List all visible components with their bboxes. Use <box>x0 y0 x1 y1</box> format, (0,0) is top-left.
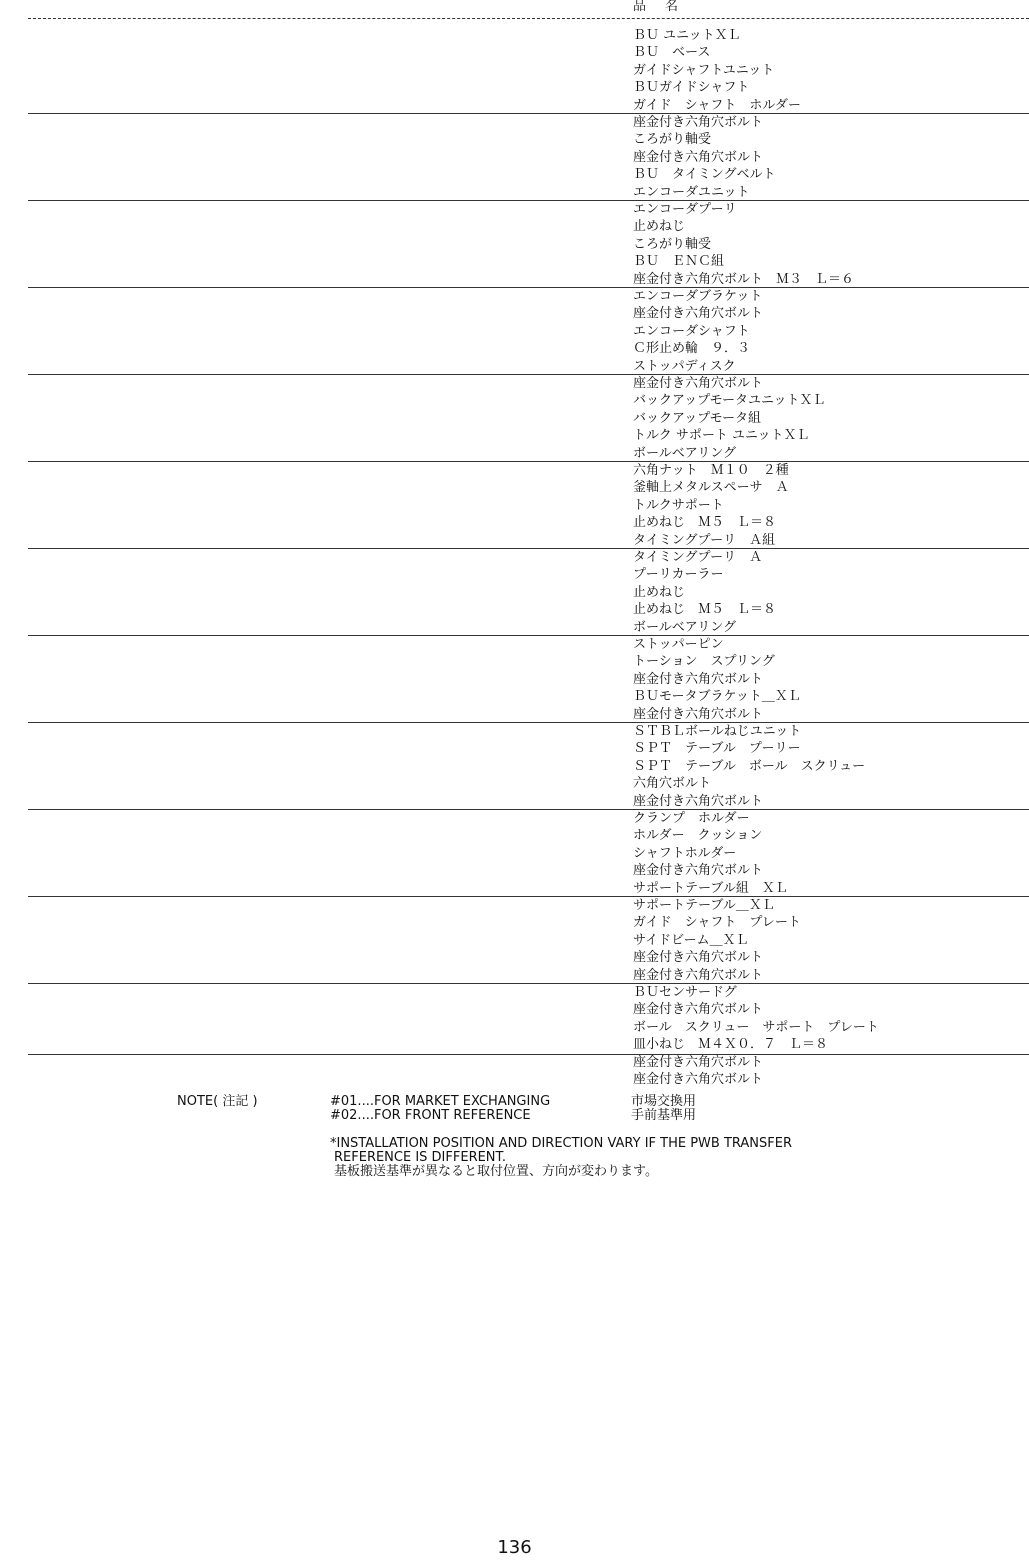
part-name: 座金付き六角穴ボルト <box>633 793 764 809</box>
part-group <box>0 897 1029 984</box>
part-name: タイミングプーリ Ａ組 <box>633 532 776 548</box>
part-name: 皿小ねじ Ｍ４Ｘ０．７ Ｌ＝８ <box>633 1037 829 1053</box>
part-name: ＢＵ ベース <box>633 45 711 61</box>
part-name: 座金付き六角穴ボルト <box>633 1072 764 1087</box>
part-name: ボールベアリング <box>633 445 736 461</box>
part-name: Ｃ形止め輪 ９．３ <box>633 341 751 357</box>
part-group <box>0 288 1029 375</box>
part-group <box>0 114 1029 201</box>
part-name: ＳＴＢＬボールねじユニット <box>633 724 802 739</box>
part-group <box>0 549 1029 636</box>
part-name-column-header: 品 名 <box>633 0 682 14</box>
part-name: ＳＰＴ テーブル プーリー <box>633 741 801 757</box>
note-01-english: #01....FOR MARKET EXCHANGING <box>330 1094 551 1109</box>
part-name: 止めねじ <box>633 584 686 600</box>
part-name: 座金付き六角穴ボルト <box>633 706 764 722</box>
part-name: ＢＵモータブラケット＿ＸＬ <box>633 689 801 705</box>
part-name: 止めねじ <box>633 219 686 235</box>
part-name: ガイド シャフト ホルダー <box>633 97 801 113</box>
part-name: 座金付き六角穴ボルト <box>633 967 764 983</box>
part-name: ホルダー クッション <box>633 828 763 844</box>
part-name: 六角ナット Ｍ１０ ２種 <box>633 463 789 478</box>
part-group <box>0 462 1029 549</box>
part-name: バックアップモータ組 <box>633 410 762 426</box>
part-name: トルク サポート ユニットＸＬ <box>633 428 810 444</box>
part-name: バックアップモータユニットＸＬ <box>633 393 826 409</box>
part-group <box>0 810 1029 897</box>
part-name: タイミングプーリ Ａ <box>633 550 763 565</box>
note-02-japanese: 手前基準用 <box>631 1108 697 1123</box>
installation-note-japanese: 基板搬送基準が異なると取付位置、方向が変わります。 <box>334 1164 658 1179</box>
part-group <box>0 201 1029 288</box>
part-name: 座金付き六角穴ボルト Ｍ３ Ｌ＝６ <box>633 271 855 287</box>
part-name: エンコーダプーリ <box>633 202 737 217</box>
header-dashed-rule <box>28 18 1029 19</box>
part-name: ガイドシャフトユニット <box>633 62 775 78</box>
part-name: ころがり軸受 <box>633 132 712 148</box>
note-label: NOTE( 注記 ) <box>177 1094 258 1109</box>
part-name: 座金付き六角穴ボルト <box>633 1054 764 1070</box>
part-name: 座金付き六角穴ボルト <box>633 1002 764 1018</box>
part-name: 止めねじ Ｍ５ Ｌ＝８ <box>633 602 777 618</box>
part-name: ＢＵ ＥＮＣ組 <box>633 254 725 270</box>
group-divider <box>28 1054 1029 1055</box>
note-01-japanese: 市場交換用 <box>631 1094 697 1109</box>
part-name: エンコーダブラケット <box>633 289 763 304</box>
part-name: 止めねじ Ｍ５ Ｌ＝８ <box>633 515 777 531</box>
part-name: ボールベアリング <box>633 619 736 635</box>
parts-table-header <box>0 0 1029 22</box>
part-name: 座金付き六角穴ボルト <box>633 115 764 130</box>
part-name: トーション スプリング <box>633 654 775 670</box>
part-name: 座金付き六角穴ボルト <box>633 306 764 322</box>
part-name: 座金付き六角穴ボルト <box>633 376 764 391</box>
part-name: ころがり軸受 <box>633 236 712 252</box>
part-name: 座金付き六角穴ボルト <box>633 671 764 687</box>
part-name: ＢＵ ユニットＸＬ <box>633 28 741 43</box>
page-number: 136 <box>497 1537 532 1558</box>
part-group <box>0 636 1029 723</box>
part-name: クランプ ホルダー <box>633 811 750 826</box>
part-name: ＢＵ タイミングベルト <box>633 167 776 183</box>
part-name: 座金付き六角穴ボルト <box>633 149 764 165</box>
installation-note-english-line-1: *INSTALLATION POSITION AND DIRECTION VARY IF THE PWB TRANSFER <box>330 1136 793 1151</box>
part-name: 釜軸上メタルスペーサ Ａ <box>633 480 789 496</box>
part-name: 座金付き六角穴ボルト <box>633 863 764 879</box>
part-name: ボール スクリュー サポート プレート <box>633 1019 879 1035</box>
part-group <box>0 723 1029 810</box>
part-group <box>0 375 1029 462</box>
part-name: 六角穴ボルト <box>633 776 712 792</box>
part-name: ＢＵガイドシャフト <box>633 80 750 96</box>
part-name: ストッパーピン <box>633 637 724 652</box>
parts-list <box>0 27 1029 1087</box>
part-name: シャフトホルダー <box>633 845 737 861</box>
part-name: サイドビーム＿ＸＬ <box>633 932 749 948</box>
part-group <box>0 27 1029 114</box>
part-group <box>0 984 1029 1087</box>
part-name: 座金付き六角穴ボルト <box>633 950 764 966</box>
part-name: ガイド シャフト プレート <box>633 915 801 931</box>
part-name: ストッパディスク <box>633 358 736 374</box>
installation-note-english-line-2: REFERENCE IS DIFFERENT. <box>334 1150 507 1165</box>
part-name: トルクサポート <box>633 497 724 513</box>
part-name: エンコーダシャフト <box>633 323 750 339</box>
part-name: エンコーダユニット <box>633 184 750 200</box>
part-name: プーリカーラー <box>633 567 724 583</box>
part-name: ＳＰＴ テーブル ボール スクリュー <box>633 758 866 774</box>
part-name: サポートテーブル＿ＸＬ <box>633 898 775 913</box>
part-name: サポートテーブル組 ＸＬ <box>633 880 788 896</box>
part-name: ＢＵセンサードグ <box>633 985 737 1000</box>
note-02-english: #02....FOR FRONT REFERENCE <box>330 1108 531 1123</box>
